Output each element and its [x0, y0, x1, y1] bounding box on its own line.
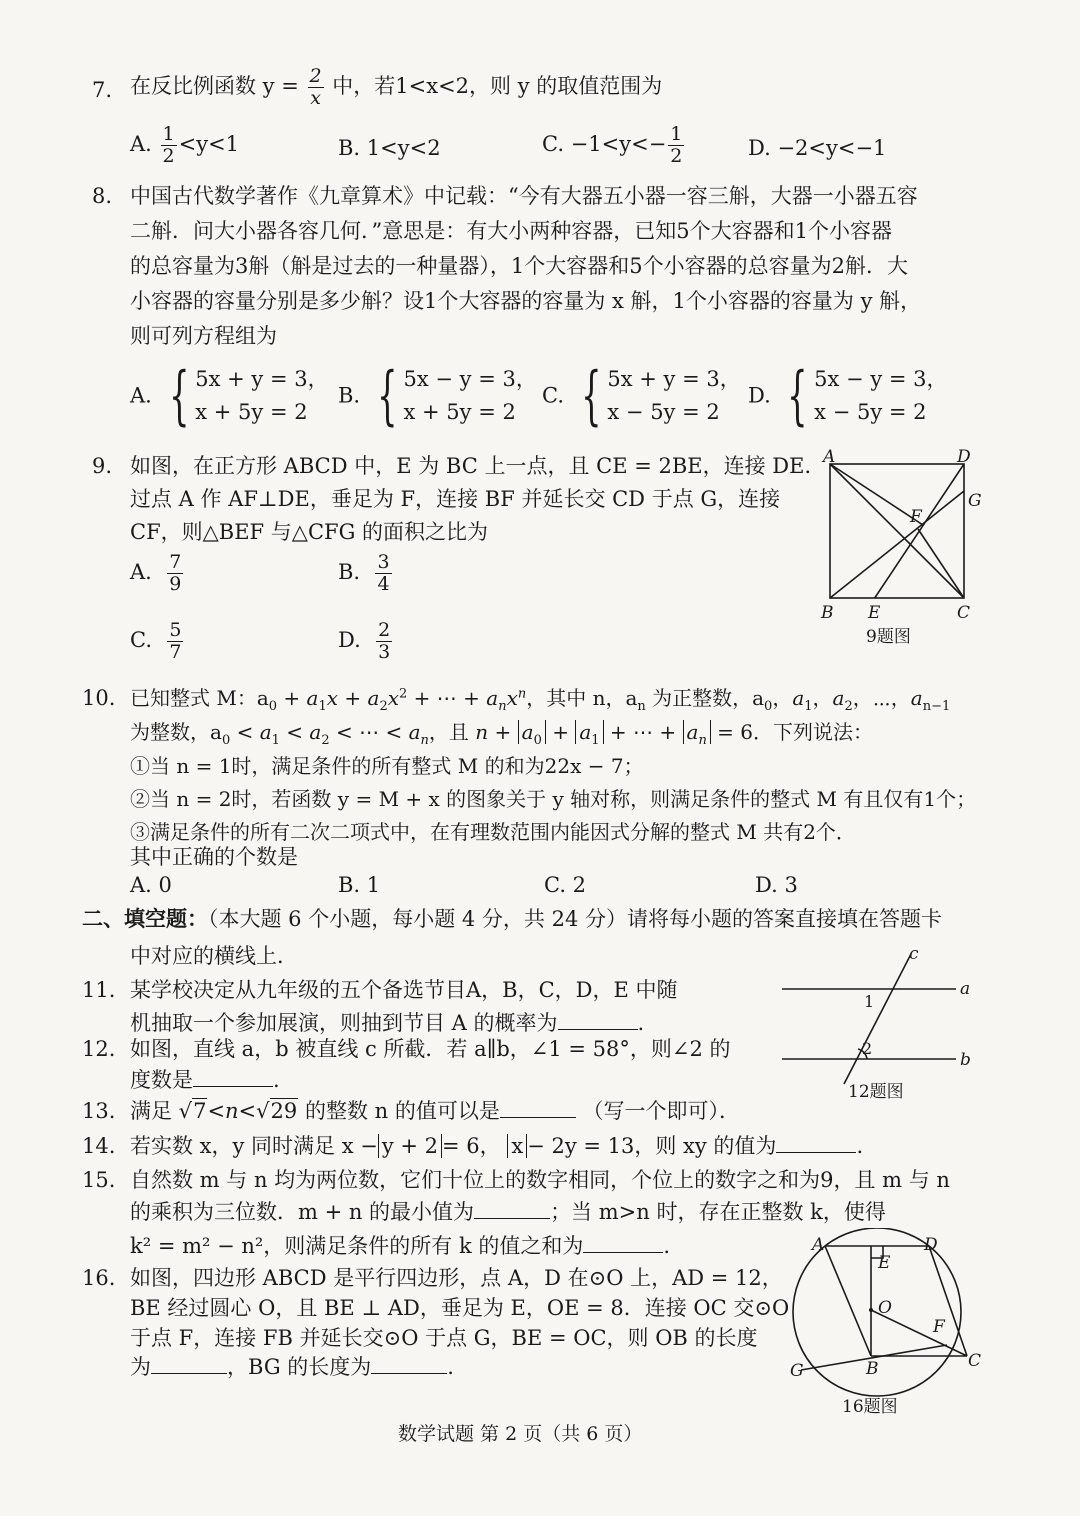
- q16-figure: [782, 1228, 992, 1428]
- q16-label-d: D: [924, 1235, 938, 1255]
- q7-option-a: A. $\frac{1}{2}$ <y<1: [130, 123, 240, 167]
- q9-figure: [810, 448, 1000, 648]
- q13-answer-blank[interactable]: [500, 1117, 576, 1118]
- q12-label-a: a: [960, 979, 971, 999]
- q8-line-3: 的总容量为3斛（斛是过去的一种量器），1个大容器和5个小容器的总容量为2斛．大: [130, 254, 908, 278]
- q7-fraction: $\frac{2}{x}$: [309, 65, 322, 109]
- q14-abs-1: y + 2: [378, 1134, 442, 1158]
- q8-line-2: 二斛．问大小器各容几何．”意思是：有大小两种容器，已知5个大容器和1个小容器: [130, 219, 892, 243]
- q13-number: 13.: [82, 1099, 116, 1123]
- q13-radicand-2: 29: [270, 1099, 298, 1123]
- q16-number: 16.: [82, 1266, 116, 1290]
- q16-line-3: 于点 F，连接 FB 并延长交⊙O 于点 G，BE = OC，则 OB 的长度: [130, 1326, 758, 1350]
- q16-label-f: F: [933, 1317, 945, 1337]
- q9-number: 9.: [92, 454, 113, 478]
- q11-line-2: 机抽取一个参加展演，则抽到节目 A 的概率为 .: [130, 1011, 645, 1035]
- q14-number: 14.: [82, 1134, 116, 1158]
- q12-label-b: b: [960, 1050, 971, 1070]
- q8-option-d: D. { 5x − y = 3， x − 5y = 2: [748, 359, 948, 433]
- q12-label-angle-2: 2: [862, 1039, 873, 1058]
- q12-figure: [778, 944, 988, 1104]
- q7-number: 7.: [92, 78, 113, 102]
- q8-option-c: C. { 5x + y = 3， x − 5y = 2: [542, 359, 741, 433]
- q12-line-2: 度数是 .: [130, 1068, 280, 1092]
- q16-side-ab: [825, 1246, 871, 1356]
- q15-line-2: 的乘积为三位数．m + n 的最小值为 ；当 m>n 时，存在正整数 k，使得: [130, 1200, 886, 1224]
- q9-label-e: E: [868, 603, 881, 623]
- q9-label-b: B: [821, 603, 834, 623]
- q14-line: 若实数 x，y 同时满足 x − y + 2 = 6， x − 2y = 13，则 xy 的值为 .: [130, 1134, 864, 1158]
- q9-line-2: 过点 A 作 AF⊥DE，垂足为 F，连接 BF 并延长交 CD 于点 G，连接: [130, 487, 781, 511]
- q16-line-4: 为 ，BG 的长度为 .: [130, 1355, 454, 1379]
- q10-option-c: C. 2: [544, 873, 587, 897]
- q15-number: 15.: [82, 1168, 116, 1192]
- q13-radicand-1: 7: [193, 1099, 207, 1123]
- q10-option-d: D. 3: [755, 873, 798, 897]
- q16-answer-blank-1[interactable]: [151, 1373, 227, 1374]
- q10-option-b: B. 1: [338, 873, 381, 897]
- q9-label-a: A: [823, 448, 836, 467]
- q9-label-f: F: [910, 507, 922, 527]
- q7-option-c: C. −1<y<− $\frac{1}{2}$: [542, 123, 683, 167]
- q16-side-dc: [929, 1246, 967, 1356]
- q9-label-d: D: [957, 448, 971, 467]
- q14-answer-blank[interactable]: [776, 1152, 856, 1153]
- q11-line-1: 某学校决定从九年级的五个备选节目A，B，C，D，E 中随: [130, 978, 678, 1002]
- q10-line-2: 为整数，$a_0 < a_1 < a_2$ < ⋯ < $a_n$，且 $n + a_0 + a_1$ + ⋯ + $a_n = 6$．下列说法：: [130, 720, 874, 748]
- q8-option-a: A. { 5x + y = 3， x + 5y = 2: [130, 359, 329, 433]
- page-footer: 数学试题 第 2 页（共 6 页）: [398, 1423, 643, 1445]
- q10-statement-1: ①当 n = 1时，满足条件的所有整式 M 的和为22x − 7；: [130, 754, 644, 778]
- q9-caption: 9题图: [866, 627, 911, 647]
- section-2-heading: [82, 908, 942, 930]
- q10-statement-3: ③满足条件的所有二次二项式中，在有理数范围内能因式分解的整式 M 共有2个．: [130, 820, 856, 844]
- q7-option-a-fraction: $\frac{1}{2}$: [162, 123, 175, 167]
- q10-ask: 其中正确的个数是: [130, 845, 298, 869]
- q16-label-b: B: [866, 1359, 879, 1379]
- q9-option-d: D. $\frac{2}{3}$: [338, 619, 391, 663]
- q7-option-c-fraction: $\frac{1}{2}$: [670, 123, 683, 167]
- q10-statement-2: ②当 n = 2时，若函数 y = M + x 的图象关于 y 轴对称，则满足条件的整式 M 有且仅有1个；: [130, 787, 977, 811]
- q10-line-1: 已知整式 M：$a_0 + a_1x + a_2x^2$ + ⋯ + $a_nx^n$，其中 n，$a_n$ 为正整数，$a_0$，$a_1$，$a_2$，⋯，$a_{n-1}$: [130, 686, 951, 714]
- q12-line-c: [844, 954, 911, 1084]
- q16-answer-blank-2[interactable]: [371, 1373, 447, 1374]
- q11-number: 11.: [82, 978, 116, 1002]
- q9-label-g: G: [968, 491, 982, 511]
- q9-line-3: CF，则△BEF 与△CFG 的面积之比为: [130, 520, 489, 544]
- q12-line-1: 如图，直线 a，b 被直线 c 所截．若 a∥b，∠1 = 58°，则∠2 的: [130, 1037, 731, 1061]
- q16-label-o: O: [878, 1298, 892, 1318]
- q12-label-c: c: [909, 944, 919, 964]
- q8-line-1: 中国古代数学著作《九章算术》中记载：“今有大器五小器一容三斛，大器一小器五容: [130, 184, 918, 208]
- q11-answer-blank[interactable]: [558, 1029, 638, 1030]
- q8-number: 8.: [92, 184, 113, 208]
- section-2-instructions: （本大题 6 个小题，每小题 4 分，共 24 分）请将每小题的答案直接填在答题卡: [208, 907, 942, 931]
- q9-line-1: 如图，在正方形 ABCD 中，E 为 BC 上一点，且 CE = 2BE，连接 DE．: [130, 454, 826, 478]
- q7-stem: [130, 66, 662, 109]
- q8-line-4: 小容器的容量分别是多少斛？设1个大容器的容量为 x 斛，1个小容器的容量为 y 斛，: [130, 289, 922, 313]
- q12-answer-blank[interactable]: [193, 1086, 273, 1087]
- q15-line-1: 自然数 m 与 n 均为两位数，它们十位上的数字相同，个位上的数字之和为9，且 m 与 n: [130, 1168, 950, 1192]
- section-2-line-2: 中对应的横线上．: [130, 944, 298, 968]
- q16-center-point: [869, 1308, 873, 1312]
- q9-line-cf: [918, 529, 964, 598]
- q16-line-2: BE 经过圆心 O，且 BE ⊥ AD，垂足为 E，OE = 8．连接 OC 交⊙O: [130, 1296, 790, 1320]
- q8-line-5: 则可列方程组为: [130, 324, 277, 348]
- q9-option-a: A. $\frac{7}{9}$: [130, 551, 182, 595]
- q12-label-angle-1: 1: [864, 992, 875, 1011]
- q7-stem-a: 在反比例函数 y =: [130, 73, 299, 98]
- q10-option-a: A. 0: [130, 873, 172, 897]
- q15-answer-blank-2[interactable]: [583, 1252, 663, 1253]
- q8-option-b: B. { 5x − y = 3， x + 5y = 2: [338, 359, 537, 433]
- q15-line-3: k² = m² − n²，则满足条件的所有 k 的值之和为 .: [130, 1234, 671, 1258]
- q16-label-e: E: [878, 1253, 891, 1273]
- q10-number: 10.: [82, 686, 116, 710]
- q9-label-c: C: [957, 603, 971, 623]
- q12-number: 12.: [82, 1037, 116, 1061]
- q16-label-c: C: [968, 1351, 982, 1371]
- q14-abs-2: x: [507, 1134, 527, 1158]
- q16-label-g: G: [790, 1361, 804, 1381]
- q16-caption: 16题图: [842, 1397, 898, 1417]
- q16-label-a: A: [812, 1235, 825, 1255]
- q13-line: 满足 √7<n<√29 的整数 n 的值可以是 （写一个即可）．: [130, 1099, 741, 1123]
- q16-line-1: 如图，四边形 ABCD 是平行四边形，点 A，D 在⊙O 上，AD = 12，: [130, 1266, 783, 1290]
- section-2-title: 二、填空题：: [82, 906, 208, 931]
- q7-stem-b: 中，若1<x<2，则 y 的取值范围为: [332, 73, 663, 98]
- q15-answer-blank-1[interactable]: [474, 1218, 550, 1219]
- q7-option-b: B. 1<y<2: [338, 136, 441, 160]
- q12-caption: 12题图: [848, 1082, 904, 1102]
- q9-line-ac: [830, 464, 964, 598]
- q7-option-d: D. −2<y<−1: [748, 136, 887, 160]
- q9-option-c: C. $\frac{5}{7}$: [130, 619, 182, 663]
- q9-option-b: B. $\frac{3}{4}$: [338, 551, 390, 595]
